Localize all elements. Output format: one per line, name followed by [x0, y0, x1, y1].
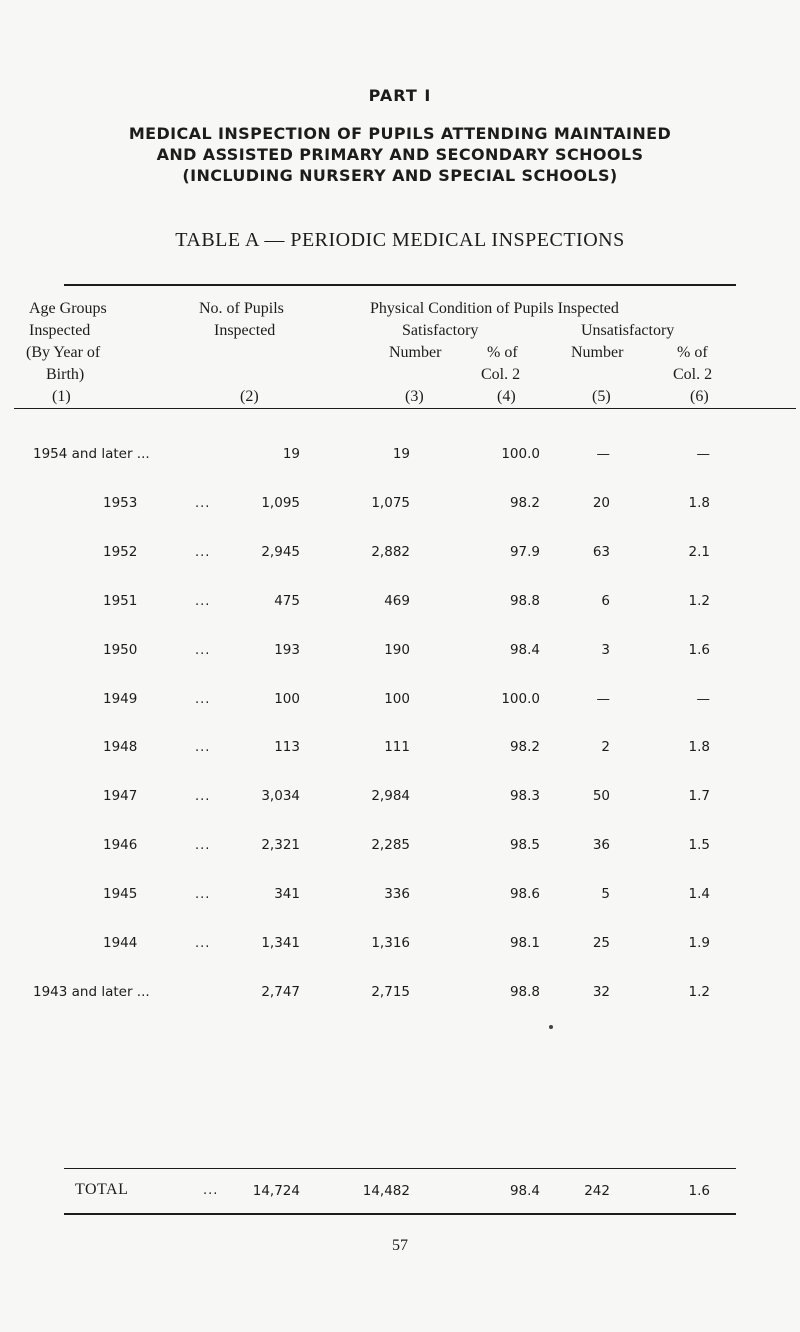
cell-unsat-pct: 1.2 — [688, 984, 710, 1000]
cell-inspected: 2,945 — [261, 544, 300, 560]
cell-unsat-pct: 1.7 — [688, 788, 710, 804]
cell-sat-pct: 98.5 — [509, 837, 540, 853]
cell-sat-num: 1,075 — [371, 495, 410, 511]
cell-sat-pct: 98.2 — [509, 495, 540, 511]
cell-sat-num: 2,984 — [371, 788, 410, 804]
cell-unsat-num: 5 — [601, 886, 610, 902]
cell-unsat-pct: — — [696, 691, 710, 707]
row-dots: ... — [195, 740, 211, 755]
row-dots: ... — [195, 643, 211, 658]
cell-unsat-pct: 1.6 — [688, 642, 710, 658]
cell-sat-pct: 100.0 — [501, 691, 540, 707]
row-dots: ... — [195, 887, 211, 902]
row-year: 1950 — [103, 642, 138, 658]
cell-unsat-num: 2 — [601, 739, 610, 755]
cell-unsat-pct: 1.9 — [688, 935, 710, 951]
header-col4-number: (4) — [497, 388, 516, 405]
header-rule — [14, 408, 796, 409]
cell-sat-pct: 98.6 — [509, 886, 540, 902]
part-label: PART I — [368, 86, 432, 105]
header-col3-label: Number — [389, 344, 442, 361]
cell-sat-num: 2,715 — [371, 984, 410, 1000]
header-col1-line4: Birth) — [46, 366, 85, 383]
cell-inspected: 2,321 — [261, 837, 300, 853]
row-year: 1948 — [103, 739, 138, 755]
row-year: 1947 — [103, 788, 138, 804]
cell-inspected: 3,034 — [261, 788, 300, 804]
cell-sat-num: 336 — [384, 886, 410, 902]
cell-unsat-num: 25 — [592, 935, 610, 951]
total-sat-pct: 98.4 — [509, 1183, 540, 1199]
header-col5-label: Number — [571, 344, 624, 361]
total-sat-num: 14,482 — [362, 1183, 410, 1199]
cell-sat-num: 2,882 — [371, 544, 410, 560]
header-satisfactory: Satisfactory — [402, 322, 479, 339]
cell-unsat-num: 20 — [592, 495, 610, 511]
header-col1-line2: Inspected — [29, 322, 91, 339]
cell-unsat-pct: — — [696, 446, 710, 462]
row-year: 1943 and later ... — [33, 984, 150, 1000]
cell-inspected: 1,341 — [261, 935, 300, 951]
header-unsatisfactory: Unsatisfactory — [581, 322, 675, 339]
row-dots: ... — [195, 838, 211, 853]
cell-unsat-pct: 1.8 — [688, 495, 710, 511]
cell-sat-pct: 98.2 — [509, 739, 540, 755]
cell-inspected: 341 — [274, 886, 300, 902]
header-col3-number: (3) — [405, 388, 424, 405]
total-top-rule — [64, 1168, 736, 1169]
row-year: 1949 — [103, 691, 138, 707]
cell-inspected: 1,095 — [261, 495, 300, 511]
cell-inspected: 113 — [274, 739, 300, 755]
row-dots: ... — [195, 594, 211, 609]
header-col2-number: (2) — [240, 388, 259, 405]
cell-sat-num: 469 — [384, 593, 410, 609]
row-year: 1945 — [103, 886, 138, 902]
row-dots: ... — [195, 692, 211, 707]
cell-sat-num: 111 — [384, 739, 410, 755]
row-year: 1952 — [103, 544, 138, 560]
cell-sat-num: 100 — [384, 691, 410, 707]
header-physical-condition: Physical Condition of Pupils Inspected — [370, 300, 619, 317]
heading-line-2: AND ASSISTED PRIMARY AND SECONDARY SCHOOLS — [156, 145, 644, 164]
total-unsat-num: 242 — [584, 1183, 610, 1199]
cell-sat-num: 2,285 — [371, 837, 410, 853]
top-rule — [64, 284, 736, 286]
cell-sat-pct: 97.9 — [509, 544, 540, 560]
heading-line-1: MEDICAL INSPECTION OF PUPILS ATTENDING MAINTAINED — [128, 124, 672, 143]
cell-sat-pct: 98.8 — [509, 984, 540, 1000]
row-year: 1954 and later ... — [33, 446, 150, 462]
cell-unsat-pct: 1.5 — [688, 837, 710, 853]
page-number: 57 — [392, 1237, 408, 1254]
header-col6-number: (6) — [690, 388, 709, 405]
cell-unsat-num: — — [596, 691, 610, 707]
row-year: 1953 — [103, 495, 138, 511]
total-label: TOTAL — [75, 1181, 129, 1198]
cell-sat-pct: 98.4 — [509, 642, 540, 658]
header-col1-line5: (1) — [52, 388, 71, 405]
cell-unsat-num: — — [596, 446, 610, 462]
heading-line-3: (INCLUDING NURSERY AND SPECIAL SCHOOLS) — [182, 166, 618, 185]
cell-sat-pct: 100.0 — [501, 446, 540, 462]
row-year: 1951 — [103, 593, 138, 609]
row-dots: ... — [195, 496, 211, 511]
row-year: 1946 — [103, 837, 138, 853]
cell-unsat-pct: 1.4 — [688, 886, 710, 902]
row-dots: ... — [195, 789, 211, 804]
header-col5-number: (5) — [592, 388, 611, 405]
ink-speck — [549, 1025, 553, 1029]
cell-sat-pct: 98.1 — [509, 935, 540, 951]
cell-inspected: 475 — [274, 593, 300, 609]
total-inspected: 14,724 — [252, 1183, 300, 1199]
header-col4-sub: Col. 2 — [481, 366, 521, 383]
table-title: TABLE A — PERIODIC MEDICAL INSPECTIONS — [175, 229, 625, 251]
cell-unsat-num: 6 — [601, 593, 610, 609]
cell-unsat-num: 36 — [592, 837, 610, 853]
cell-inspected: 193 — [274, 642, 300, 658]
cell-sat-num: 1,316 — [371, 935, 410, 951]
header-col6-label: % of — [677, 344, 708, 361]
total-dots: ... — [203, 1183, 219, 1198]
total-bottom-rule — [64, 1213, 736, 1215]
cell-inspected: 100 — [274, 691, 300, 707]
row-year: 1944 — [103, 935, 138, 951]
row-dots: ... — [195, 936, 211, 951]
cell-sat-num: 190 — [384, 642, 410, 658]
cell-unsat-pct: 1.2 — [688, 593, 710, 609]
row-dots: ... — [195, 545, 211, 560]
cell-inspected: 2,747 — [261, 984, 300, 1000]
cell-unsat-num: 50 — [592, 788, 610, 804]
header-col4-label: % of — [487, 344, 518, 361]
cell-sat-num: 19 — [392, 446, 410, 462]
total-unsat-pct: 1.6 — [688, 1183, 710, 1199]
cell-unsat-num: 32 — [592, 984, 610, 1000]
header-col6-sub: Col. 2 — [673, 366, 713, 383]
header-col2-line2: Inspected — [214, 322, 276, 339]
header-col1-line3: (By Year of — [26, 344, 101, 361]
cell-unsat-pct: 2.1 — [688, 544, 710, 560]
header-col2-line1: No. of Pupils — [199, 300, 284, 317]
cell-unsat-num: 3 — [601, 642, 610, 658]
cell-sat-pct: 98.3 — [509, 788, 540, 804]
header-col1-line1: Age Groups — [29, 300, 107, 317]
cell-inspected: 19 — [282, 446, 300, 462]
cell-unsat-pct: 1.8 — [688, 739, 710, 755]
cell-unsat-num: 63 — [592, 544, 610, 560]
cell-sat-pct: 98.8 — [509, 593, 540, 609]
